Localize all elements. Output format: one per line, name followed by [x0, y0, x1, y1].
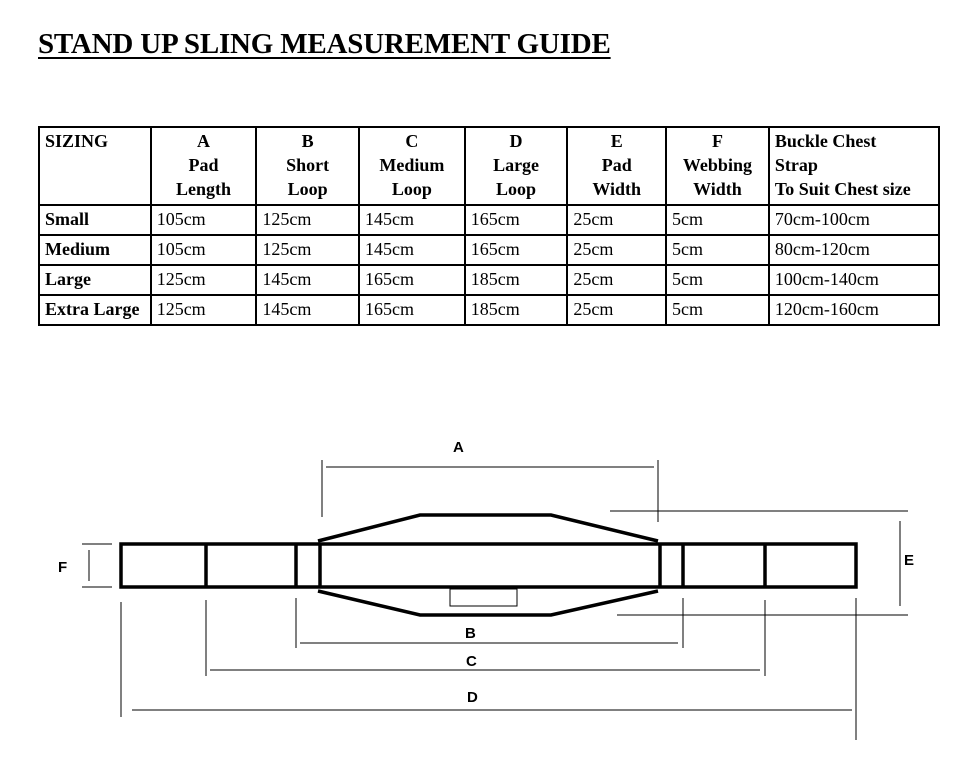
label-a: A	[453, 439, 464, 456]
table-cell: 5cm	[666, 265, 769, 295]
size-cell: Small	[39, 205, 151, 235]
table-cell: 120cm-160cm	[769, 295, 939, 325]
label-f: F	[58, 559, 68, 576]
table-cell: 125cm	[151, 295, 257, 325]
table-cell: 25cm	[567, 205, 666, 235]
table-row	[39, 235, 939, 265]
dimension-e	[610, 511, 908, 615]
table-cell: 80cm-120cm	[769, 235, 939, 265]
table-row	[39, 205, 939, 235]
table-cell: 105cm	[151, 235, 257, 265]
table-cell: 5cm	[666, 295, 769, 325]
table-row	[39, 295, 939, 325]
table-cell: 145cm	[359, 235, 465, 265]
label-d: D	[467, 689, 478, 706]
table-cell: 5cm	[666, 235, 769, 265]
webbing-strap	[121, 544, 856, 587]
pad-shape	[318, 515, 658, 615]
table-cell: 185cm	[465, 295, 568, 325]
table-cell: 5cm	[666, 205, 769, 235]
sizing-table	[38, 126, 940, 326]
table-cell: 165cm	[359, 295, 465, 325]
header-pad-length: A Pad Length	[151, 127, 257, 205]
table-cell: 145cm	[359, 205, 465, 235]
table-cell: 25cm	[567, 265, 666, 295]
table-cell: 145cm	[256, 265, 359, 295]
table-cell: 185cm	[465, 265, 568, 295]
table-cell: 100cm-140cm	[769, 265, 939, 295]
dimension-c	[206, 600, 765, 676]
size-cell: Large	[39, 265, 151, 295]
label-c: C	[466, 653, 477, 670]
table-cell: 25cm	[567, 295, 666, 325]
table-cell: 165cm	[465, 235, 568, 265]
size-cell: Extra Large	[39, 295, 151, 325]
table-row	[39, 265, 939, 295]
table-cell: 125cm	[256, 205, 359, 235]
header-webbing-width: F Webbing Width	[666, 127, 769, 205]
dimension-a	[322, 460, 658, 522]
table-header-row	[39, 127, 939, 205]
header-medium-loop: C Medium Loop	[359, 127, 465, 205]
table-cell: 70cm-100cm	[769, 205, 939, 235]
dimension-d	[121, 598, 856, 740]
table-cell: 165cm	[359, 265, 465, 295]
label-b: B	[465, 625, 476, 642]
table-cell: 25cm	[567, 235, 666, 265]
dimension-f	[82, 544, 112, 587]
table-cell: 145cm	[256, 295, 359, 325]
table-cell: 125cm	[256, 235, 359, 265]
header-pad-width: E Pad Width	[567, 127, 666, 205]
header-short-loop: B Short Loop	[256, 127, 359, 205]
label-e: E	[904, 552, 915, 569]
table-cell: 165cm	[465, 205, 568, 235]
page-title: STAND UP SLING MEASUREMENT GUIDE	[38, 28, 611, 60]
header-sizing: SIZING	[39, 127, 151, 205]
size-cell: Medium	[39, 235, 151, 265]
sling-diagram	[0, 420, 978, 768]
header-large-loop: D Large Loop	[465, 127, 568, 205]
table-cell: 105cm	[151, 205, 257, 235]
table-cell: 125cm	[151, 265, 257, 295]
header-buckle-chest-strap: Buckle Chest Strap To Suit Chest size	[769, 127, 939, 205]
